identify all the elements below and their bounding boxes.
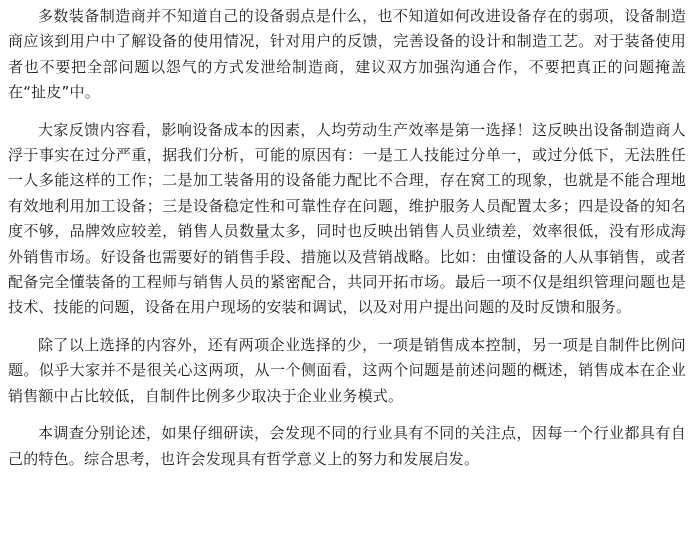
paragraph-manufacturer-feedback: 多数装备制造商并不知道自己的设备弱点是什么，也不知道如何改进设备存在的弱项，设备制造商应该到用户中了解设备的使用情况，针对用户的反馈，完善设备的设计和制造工艺。对于装备使用者也不要把全部问题以怨气的方式发泄给制造商，建议双方加强沟通合作，不要把真正的问题掩盖在“扯皮”中。 [8,7,686,102]
paragraph-cost-factors: 大家反馈内容看，影响设备成本的因素，人均劳动生产效率是第一选择！这反映出设备制造商人浮于事实在过分严重，据我们分析，可能的原因有：一是工人技能过分单一，或过分低下，无法胜任一人多能这样的工作；二是加工装备用的设备能力配比不合理，存在窝工的现象，也就是不能合理地有效地利用加工设备；三是设备稳定性和可靠性存在问题，维护服务人员配置太多；四是设备的知名度不够，品牌效应较差，销售人员数量太多，同时也反映出销售人员业绩差，效率很低，没有形成海外销售市场。好设备也需要好的销售手段、措施以及营销战略。比如：由懂设备的人从事销售，或者配备完全懂装备的工程师与销售人员的紧密配合，共同开拓市场。最后一项不仅是组织管理问题也是技术、技能的问题，设备在用户现场的安装和调试，以及对用户提出问题的及时反馈和服务。 [8,120,686,317]
paragraph-conclusion: 本调查分别论述，如果仔细研读，会发现不同的行业具有不同的关注点，因每一个行业都具有自己的特色。综合思考，也许会发现具有哲学意义上的努力和发展启发。 [8,424,686,468]
paragraph-other-options: 除了以上选择的内容外，还有两项企业选择的少，一项是销售成本控制，另一项是自制件比例问题。似乎大家并不是很关心这两项，从一个侧面看，这两个问题是前述问题的概述，销售成本在企业销售额中占比较低，自制件比例多少取决于企业业务模式。 [8,335,686,405]
